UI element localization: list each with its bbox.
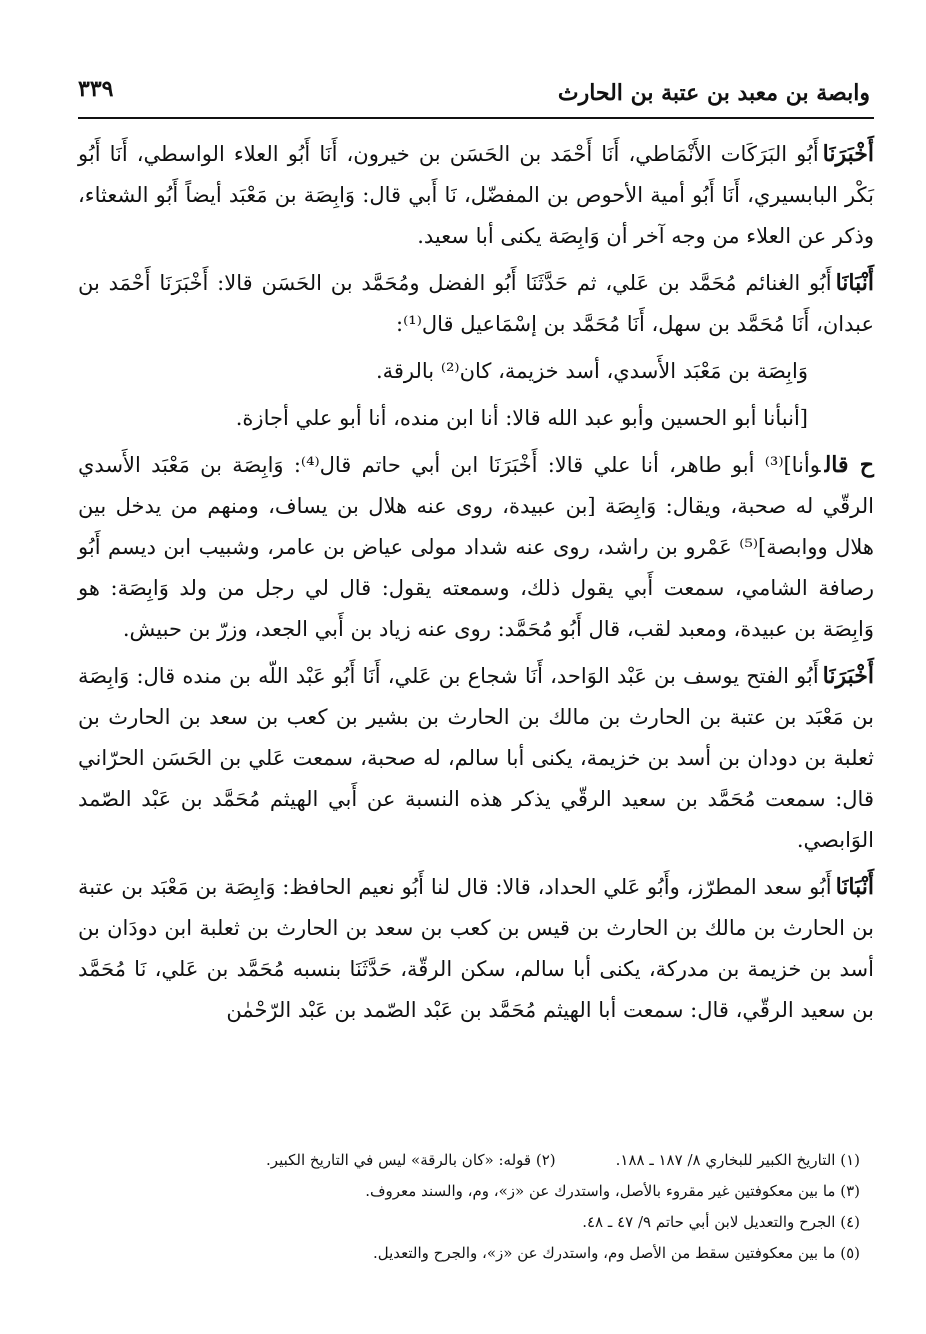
- paragraph-text: وأنا]⁽³⁾ أبو طاهر، أنا علي قالا: أَخْبَرَنَا ابن أبي حاتم قال⁽⁴⁾: وَابِصَة بن مَعْبَد الأَسدي الرقّي له صحبة، ويقال: وَابِصَة [بن عبيدة، روى عنه هلال بن يساف، ومنهم من يدخل بين هلال ووابصة]⁽⁵⁾ عَمْرو بن راشد، روى عنه شداد مولى عياض بن عامر، وشبيب ابن ديسم أَبُو رصافة الشامي، سمعت أَبي يقول ذلك، وسمعته يقول: قال لي رجل من ولد وَابِصَة: هو وَابِصَة بن عبيدة، ومعبد لقب، قال أَبُو مُحَمَّد: روى عنه زياد بن أَبي الجعد، وزرّ بن حبيش.: [78, 453, 874, 641]
- footnote-4: (٤) الجرح والتعديل لابن أبي حاتم ٩/ ٤٧ ـ ٤٨.: [582, 1213, 860, 1231]
- paragraph-text: أَبُو الفتح يوسف بن عَبْد الوَاحد، أَنَا شجاع بن عَلي، أَنَا أَبُو عَبْد اللّه بن منده قال: وَابِصَة بن مَعْبَد بن عتبة بن الحارث بن مالك بن الحارث بن بشير بن كعب بن سعد بن الحارث بن ثعلبة بن دودان بن أسد بن خزيمة، يكنى أبا سالم، له صحبة، سمعت عَلي بن الحَسَن الحرّاني قال: سمعت مُحَمَّد بن سعيد الرقّي يذكر هذه النسبة عن أَبي الهيثم مُحَمَّد بن عَبْد الصّمد الوَابصي.: [78, 664, 874, 852]
- footnote-line: [78, 1145, 874, 1176]
- paragraph-1: [78, 134, 874, 257]
- paragraph-7: [78, 867, 874, 1031]
- paragraph-text: وَابِصَة بن مَعْبَد الأَسدي، أسد خزيمة، كان⁽²⁾ بالرقة.: [375, 359, 808, 383]
- main-text: [78, 134, 874, 1037]
- paragraph-4: [78, 398, 874, 439]
- paragraph-keyword: أَخْبَرَنَا: [822, 663, 874, 689]
- paragraph-text: أَبُو الغنائم مُحَمَّد بن عَلي، ثم حَدَّثَنَا أَبُو الفضل ومُحَمَّد بن الحَسَن قالا: أَخْبَرَنَا أَحْمَد بن عبدان، أَنَا مُحَمَّد بن سهل، أَنَا مُحَمَّد بن إسْمَاعيل قال⁽¹⁾:: [78, 271, 874, 336]
- footnote-5: (٥) ما بين معكوفتين سقط من الأصل وم، واستدرك عن «ز»، والجرح والتعديل.: [372, 1244, 860, 1262]
- paragraph-keyword: أَنْبَانَا: [835, 270, 874, 296]
- footnote-line: [78, 1207, 874, 1238]
- running-header: [78, 68, 870, 116]
- footnotes: [78, 1145, 874, 1269]
- paragraph-3: [78, 351, 874, 392]
- footnote-1: (١) التاريخ الكبير للبخاري ٨/ ١٨٧ ـ ١٨٨.: [615, 1151, 860, 1169]
- paragraph-keyword: أَنْبَانَا: [835, 874, 874, 900]
- footnote-3: (٣) ما بين معكوفتين غير مقروء بالأصل، واستدرك عن «ز»، وم، والسند معروف.: [365, 1182, 860, 1200]
- paragraph-2: [78, 263, 874, 345]
- paragraph-text: أَبُو سعد المطرّز، وأَبُو عَلي الحداد، قالا: قال لنا أَبُو نعيم الحافظ: وَابِصَة بن مَعْبَد بن عتبة بن الحارث بن مالك بن الحارث بن قيس بن كعب بن سعد بن الحارث بن ثعلبة ابن دودَان بن أسد بن خزيمة بن مدركة، يكنى أبا سالم، سكن الرقّة، حَدَّثَنَا بنسبه مُحَمَّد بن عَلي، نَا مُحَمَّد بن سعيد الرقّي، قال: سمعت أبا الهيثم مُحَمَّد بن عَبْد الصّمد بن عَبْد الرّحْمٰن: [78, 875, 874, 1022]
- footnote-line: [78, 1176, 874, 1207]
- paragraph-text: [أنبأنا أبو الحسين وأبو عبد الله قالا: أنا ابن منده، أنا أبو علي أجازة.: [235, 406, 808, 430]
- paragraph-text: أَبُو البَرَكَات الأَنْمَاطي، أَنَا أَحْمَد بن الحَسَن بن خيرون، أَنَا أَبُو العلاء الواسطي، أَنَا أَبُو بَكْر البابسيري، أَنَا أَبُو أمية الأحوص بن المفضّل، نَا أَبي قال: وَابِصَة بن مَعْبَد أيضاً أَبُو الشعثاء، وذكر عن العلاء من وجه آخر أن وَابِصَة يكنى أبا سعيد.: [78, 142, 874, 248]
- paragraph-keyword: أَخْبَرَنَا: [822, 141, 874, 167]
- page-number: ٣٣٩: [78, 76, 114, 102]
- paragraph-keyword: ح قال: [824, 452, 874, 478]
- footnote-2: (٢) قوله: «كان بالرقة» ليس في التاريخ الكبير.: [266, 1151, 556, 1169]
- header-rule: [78, 117, 874, 119]
- footnote-line: [78, 1238, 874, 1269]
- paragraph-6: [78, 656, 874, 861]
- header-title: وابصة بن معبد بن عتبة بن الحارث: [557, 80, 870, 106]
- paragraph-5: [78, 445, 874, 650]
